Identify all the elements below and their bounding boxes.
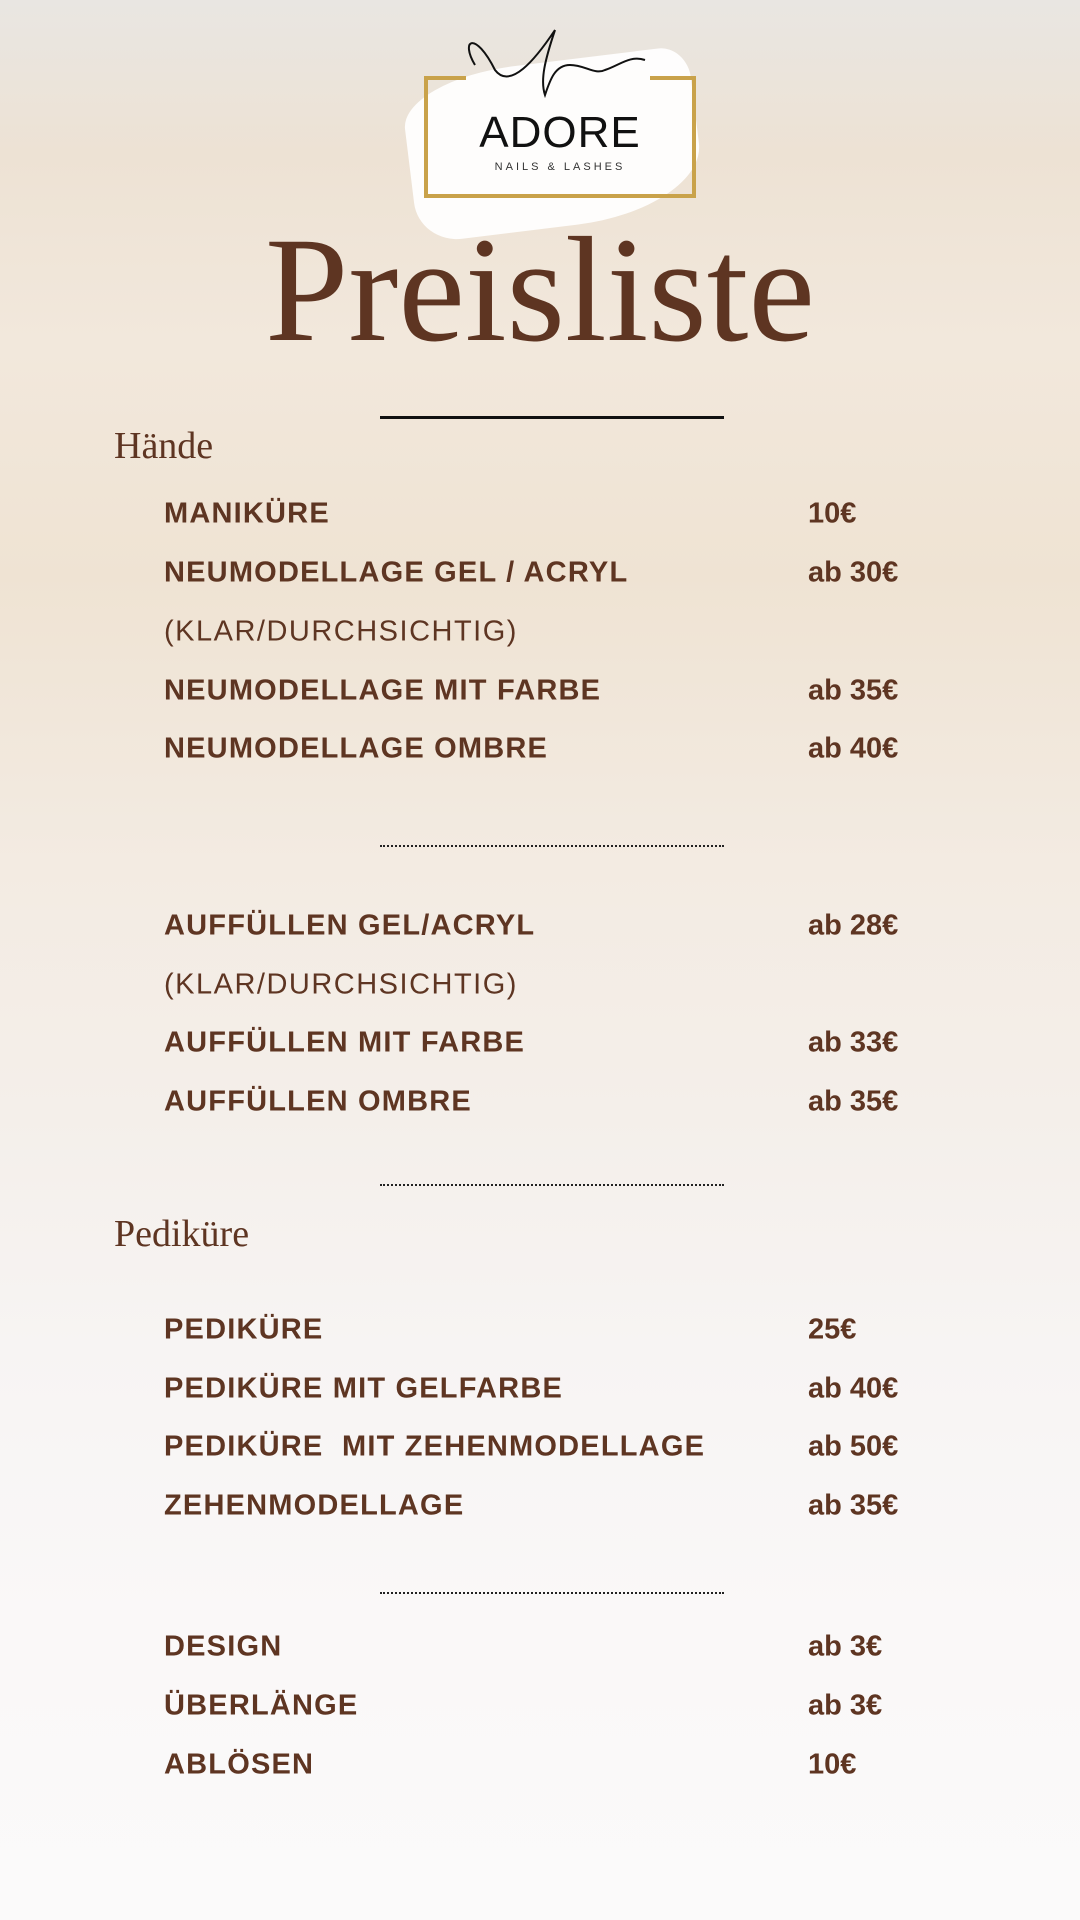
- price-item-name: MANIKÜRE: [164, 497, 330, 530]
- section-heading-haende: Hände: [114, 425, 214, 467]
- price-item-name: (KLAR/DURCHSICHTIG): [164, 968, 518, 1001]
- price-item-name: AUFFÜLLEN MIT FARBE: [164, 1026, 526, 1059]
- price-item-price: ab 30€: [808, 556, 899, 589]
- price-item-price: ab 40€: [808, 732, 899, 765]
- price-item-price: ab 3€: [808, 1630, 883, 1663]
- dotted-divider: [380, 1184, 724, 1186]
- price-item-price: ab 3€: [808, 1689, 883, 1722]
- logo-tagline: NAILS & LASHES: [494, 161, 626, 173]
- price-item-price: ab 33€: [808, 1026, 899, 1059]
- section-heading-pedikuere: Pediküre: [114, 1213, 250, 1255]
- price-item-price: ab 35€: [808, 1489, 899, 1522]
- logo-brand: ADORE: [479, 108, 641, 157]
- price-item-name: AUFFÜLLEN OMBRE: [164, 1085, 472, 1118]
- price-item-name: PEDIKÜRE MIT GELFARBE: [164, 1372, 563, 1405]
- title-divider: [380, 416, 724, 419]
- price-item-name: NEUMODELLAGE MIT FARBE: [164, 674, 602, 707]
- price-item-name: NEUMODELLAGE GEL / ACRYL: [164, 556, 629, 589]
- price-item-name: AUFFÜLLEN GEL/ACRYL: [164, 909, 536, 942]
- price-item-name: ÜBERLÄNGE: [164, 1689, 359, 1722]
- price-item-price: 25€: [808, 1313, 857, 1346]
- price-item-name: PEDIKÜRE: [164, 1313, 324, 1346]
- page-title: Preisliste: [265, 207, 815, 373]
- price-item-name: DESIGN: [164, 1630, 283, 1663]
- price-item-name: NEUMODELLAGE OMBRE: [164, 732, 549, 765]
- price-item-price: ab 28€: [808, 909, 899, 942]
- price-item-price: ab 40€: [808, 1372, 899, 1405]
- price-item-price: 10€: [808, 1748, 857, 1781]
- price-item-name: (KLAR/DURCHSICHTIG): [164, 615, 518, 648]
- price-item-price: 10€: [808, 497, 857, 530]
- price-item-price: ab 50€: [808, 1430, 899, 1463]
- logo-monogram-icon: [455, 20, 665, 100]
- price-item-name: ZEHENMODELLAGE: [164, 1489, 465, 1522]
- price-item-price: ab 35€: [808, 674, 899, 707]
- price-item-name: ABLÖSEN: [164, 1748, 315, 1781]
- price-item-price: ab 35€: [808, 1085, 899, 1118]
- dotted-divider: [380, 845, 724, 847]
- dotted-divider: [380, 1592, 724, 1594]
- price-item-name: PEDIKÜRE MIT ZEHENMODELLAGE: [164, 1430, 706, 1463]
